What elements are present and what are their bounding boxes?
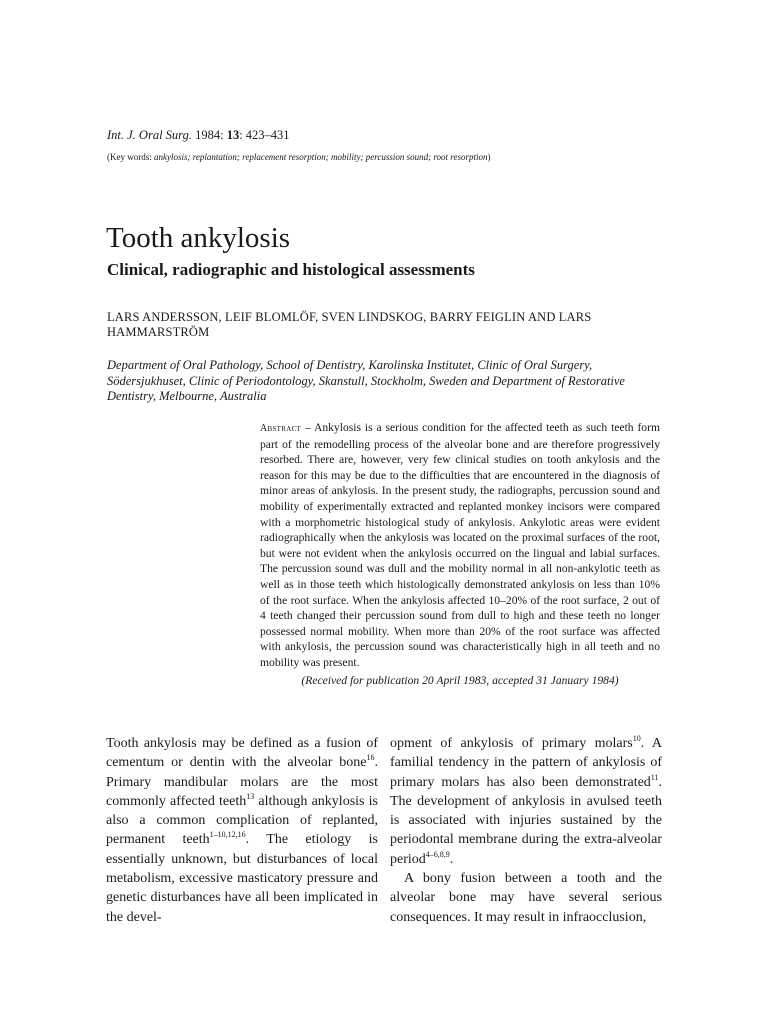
received-dates: (Received for publication 20 April 1983, accepted 31 January 1984) (301, 674, 619, 687)
keywords-terms: ankylosis; replantation; replacement resorption; mobility; percussion sound; root resorption (154, 152, 488, 162)
reference-marker: 13 (246, 791, 255, 801)
paragraph (390, 734, 662, 869)
paragraph (106, 734, 378, 927)
abstract-label: Abstract (260, 423, 302, 434)
keywords-line (107, 152, 490, 162)
reference-marker: 4–6,8,9 (425, 849, 450, 859)
reference-marker: 11 (650, 772, 659, 782)
reference-marker: 10 (632, 734, 641, 743)
citation-line (107, 128, 290, 143)
keywords-prefix: (Key words: (107, 152, 154, 162)
citation-year: 1984: (191, 128, 227, 142)
body-text: although ankylosis is also a common complication of replanted, permanent teeth (106, 793, 378, 848)
abstract-dash: – (301, 421, 314, 434)
body-text: . Primary mandibular molars are the most commonly affected teeth (106, 755, 378, 809)
reference-marker: 1–10,12,16 (209, 830, 246, 840)
author-affiliation: Department of Oral Pathology, School of Dentistry, Karolinska Institutet, Clinic of Oral Surgery, Södersjukhuset, Clinic of Periodontology, Skanstull, Stockholm, Sweden and Department of Restorative Dentistry, Melbourne, Australia (107, 358, 625, 403)
reference-marker: 16 (366, 753, 375, 763)
citation-pages: : 423–431 (239, 128, 290, 142)
paragraph: A bony fusion between a tooth and the alveolar bone may have several serious consequences. It may result in infraocclusion, (390, 871, 662, 925)
body-text: opment of ankylosis of primary molars (390, 736, 633, 751)
body-text: . The development of ankylosis in avulsed teeth is associated with injuries sustained by the periodontal membrane during the extra-alveolar period (390, 774, 662, 867)
citation-volume: 13 (226, 128, 240, 142)
body-column-right (390, 734, 662, 927)
body-text: . The etiology is essentially unknown, but disturbances of local metabolism, excessive masticatory pressure and genetic disturbances have all been implicated in the devel- (106, 832, 379, 925)
journal-name: Int. J. Oral Surg. (107, 128, 192, 142)
body-text: . A familial tendency in the pattern of ankylosis of primary molars has also been demonstrated (390, 736, 662, 790)
body-column-left (106, 734, 378, 927)
body-text: Tooth ankylosis may be defined as a fusion of cementum or dentin with the alveolar bone (106, 736, 378, 771)
keywords-suffix: ) (487, 152, 491, 162)
abstract-block (260, 420, 660, 671)
article-subtitle: Clinical, radiographic and histological assessments (107, 260, 475, 279)
author-list: LARS ANDERSSON, LEIF BLOMLÖF, SVEN LINDSKOG, BARRY FEIGLIN AND LARS HAMMARSTRÖM (107, 310, 592, 339)
body-text: . (449, 851, 454, 867)
article-title: Tooth ankylosis (106, 222, 291, 254)
abstract-text: Ankylosis is a serious condition for the affected teeth as such teeth form part of the remodelling process of the alveolar bone and are therefore progressively resorbed. There are, however, very few clinical studies on tooth ankylosis and the reason for this may be due to the difficulties that are encountered in the diagnosis of minor areas of ankylosis. In the present study, the radiographs, percussion sound and mobility of experimentally extracted and replanted monkey incisors were compared with a morphometric histological study of ankylosis. Ankylotic areas were evident radiographically when the ankylosis was located on the proximal surfaces of the root, but were not evident when the ankylosis occurred on the lingual and labial surfaces. The percussion sound was dull and the mobility normal in all non-ankylotic teeth as well as in those teeth which histologically demonstrated ankylosis on less than 10% of the root surface. When the ankylosis affected 10–20% of the root surface, 2 out of 4 teeth changed their percussion sound from dull to high and these teeth no longer possessed normal mobility. When more than 20% of the root surface was affected with ankylosis, the percussion sound was characteristically high in all teeth and no mobility was present. (260, 421, 660, 669)
